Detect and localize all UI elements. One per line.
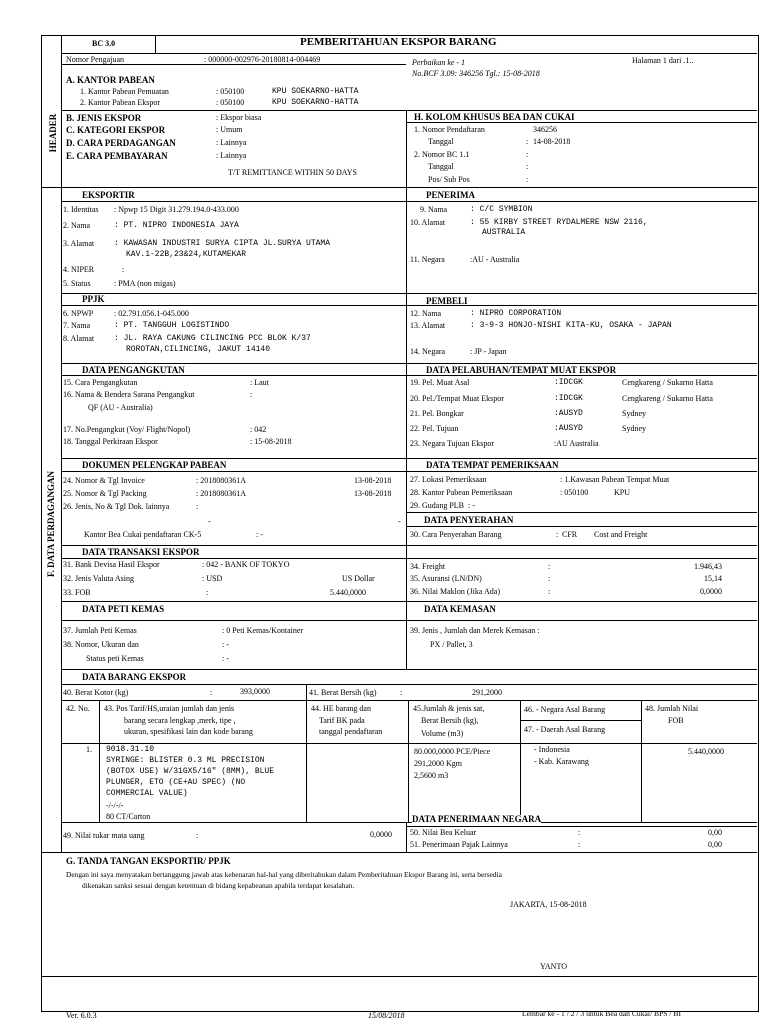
eksportir-title-underline	[61, 201, 757, 202]
barang-title-underline	[61, 684, 757, 685]
ck5-value: : -	[256, 530, 263, 539]
maklon-value: 0,0000	[700, 587, 722, 596]
bank-devisa-value: : 042 - BANK OF TOKYO	[202, 560, 290, 569]
cara-perdagangan-label: D. CARA PERDAGANGAN	[66, 138, 176, 148]
item-number: 1.	[86, 745, 92, 754]
item-net-weight: 291,2000 Kgm	[414, 759, 462, 768]
dokumen-title: DOKUMEN PELENGKAP PABEAN	[82, 460, 227, 470]
col-he-header-3: tanggal pendaftaran	[319, 727, 383, 736]
dok-lainnya-dash1: -	[208, 517, 211, 526]
packing-date: 13-08-2018	[354, 489, 392, 498]
negara-tujuan-label: 23. Negara Tujuan Ekspor	[410, 439, 494, 448]
perbaikan-ke: Perbaikan ke - 1	[412, 58, 466, 67]
ppjk-npwp-label: 6. NPWP	[63, 309, 94, 318]
pel-bongkar-label: 21. Pel. Bongkar	[410, 409, 464, 418]
ppjk-title: PPJK	[82, 294, 105, 304]
penerimaan-title-underline	[406, 826, 757, 827]
nomor-pengajuan-label: Nomor Pengajuan	[66, 55, 124, 64]
eksportir-nama-value: : PT. NIPRO INDONESIA JAYA	[114, 221, 239, 230]
hdr-divider	[61, 110, 757, 111]
pemeriksaan-title: DATA TEMPAT PEMERIKSAAN	[426, 460, 559, 470]
item-desc-line1: SYRINGE: BLISTER 0.3 ML PRECISION	[106, 756, 265, 765]
packing-label: 25. Nomor & Tgl Packing	[63, 489, 147, 498]
lokasi-pemeriksaan-label: 27. Lokasi Pemeriksaan	[410, 475, 487, 484]
pel-bongkar-code: :AUSYD	[554, 409, 583, 418]
sarana-pengangkut-colon: :	[250, 390, 253, 399]
item-col-no	[99, 700, 100, 822]
kurs-label: 49. Nilai tukar mata uang	[63, 831, 145, 840]
ppjk-nama-value: : PT. TANGGUH LOGISTINDO	[114, 321, 230, 330]
pajak-lainnya-label: 51. Penerimaan Pajak Lainnya	[410, 840, 508, 849]
cara-pengangkutan-label: 15. Cara Pengangkutan	[63, 378, 138, 387]
jenis-ekspor-value: : Ekspor biasa	[216, 113, 262, 122]
identitas-label: 1. Identitas	[63, 205, 99, 214]
penyerahan-title: DATA PENYERAHAN	[424, 515, 514, 525]
kantor-pemeriksaan-code: : 050100	[560, 488, 589, 497]
maklon-colon: :	[548, 587, 551, 596]
item-qty: 80.000,0000 PCE/Piece	[414, 747, 491, 756]
item-col-qty	[520, 700, 521, 822]
cara-penyerahan-name: Cost and Freight	[594, 530, 648, 539]
fob-colon: :	[206, 588, 209, 597]
item-desc-line2: (BOTOX USE) W/31GX5/16" (8MM), BLUE	[106, 767, 275, 776]
nomor-underline	[61, 64, 406, 65]
tanggal-bc11-colon: :	[526, 162, 529, 171]
ppjk-top	[61, 293, 757, 294]
berat-kotor-label: 40. Berat Kotor (kg)	[63, 688, 129, 697]
pajak-lainnya-colon: :	[578, 840, 581, 849]
fob-value: 5.440,0000	[330, 588, 366, 597]
sarana-pengangkut-label: 16. Nama & Bendera Sarana Pengangkut	[63, 390, 195, 399]
side-strip-divider	[61, 35, 62, 852]
no-bcf: No.BCF 3.09: 346256 Tgl.: 15-08-2018	[412, 69, 540, 78]
ttd-top	[41, 852, 757, 853]
sarana-pengangkut-value: QF (AU - Australia)	[88, 403, 153, 412]
no-pengangkut-value: : 042	[250, 425, 267, 434]
kantor-pemeriksaan-label: 28. Kantor Pabean Pemeriksaan	[410, 488, 513, 497]
nomor-pengajuan-value: : 000000-002976-20180814-004469	[204, 55, 321, 64]
dokumen-title-underline	[61, 471, 757, 472]
item-col-he	[408, 700, 409, 822]
ttd-name: YANTO	[540, 962, 567, 971]
transaksi-title-underline	[61, 558, 757, 559]
nomor-bc11-label: 2. Nomor BC 1.1	[414, 150, 470, 159]
pengangkutan-title-underline	[61, 375, 757, 376]
col-no-header: 42. No.	[66, 704, 90, 713]
pel-muat-ekspor-code: :IDCGK	[554, 394, 583, 403]
status-peti-value: : -	[222, 654, 229, 663]
freight-value: 1.946,43	[694, 562, 722, 571]
col-qty-header-1: 45.Jumlah & jenis sat,	[413, 704, 485, 713]
berat-bersih-colon: :	[400, 688, 403, 697]
negara-tujuan-value: :AU Australia	[554, 439, 599, 448]
pembeli-negara-value: : JP - Japan	[470, 347, 507, 356]
lokasi-pemeriksaan-value: : 1.Kawasan Pabean Tempat Muat	[560, 475, 670, 484]
col-divider-3	[406, 363, 407, 669]
asuransi-colon: :	[548, 574, 551, 583]
valuta-label: 32. Jenis Valuta Asing	[63, 574, 134, 583]
tanggal-label: Tanggal	[428, 137, 454, 146]
pel-tujuan-code: :AUSYD	[554, 424, 583, 433]
footer-line	[41, 976, 757, 977]
peti-title-underline	[61, 620, 757, 621]
nomor-peti-value: : -	[222, 640, 229, 649]
bea-keluar-value: 0,00	[708, 828, 722, 837]
ttd-statement-2: dikenakan sanksi sesuai dengan ketentuan di bidang kepabeanan apabila terdapat kesalahan.	[82, 881, 355, 890]
ppjk-title-underline	[61, 305, 757, 306]
title-code-divider	[155, 35, 156, 53]
pengangkutan-title: DATA PENGANGKUTAN	[82, 365, 185, 375]
berat-divider	[306, 684, 307, 700]
pel-muat-asal-code: :IDCGK	[554, 378, 583, 387]
pajak-lainnya-value: 0,00	[708, 840, 722, 849]
item-fob: 5.440,0000	[688, 747, 724, 756]
invoice-value: : 2018080361A	[196, 476, 246, 485]
gudang-plb-label: 29. Gudang PLB	[410, 501, 464, 510]
nomor-pendaftaran-label: 1. Nomor Pendaftaran	[414, 125, 485, 134]
peti-top	[61, 601, 757, 602]
kantor-ekspor-name: KPU SOEKARNO-HATTA	[272, 98, 359, 107]
pel-tujuan-label: 22. Pel. Tujuan	[410, 424, 459, 433]
cara-penyerahan-colon: :	[556, 530, 559, 539]
cara-perdagangan-value: : Lainnya	[216, 138, 247, 147]
eksportir-alamat-line2: KAV.1-22B,23&24,KUTAMEKAR	[126, 250, 247, 259]
pembeli-alamat-value: : 3-9-3 HONJO-NISHI KITA-KU, OSAKA - JAPAN	[470, 321, 672, 330]
peti-title: DATA PETI KEMAS	[82, 604, 165, 614]
col-desc-header-1: 43. Pos Tarif/HS,uraian jumlah dan jenis	[104, 704, 235, 713]
title-underline	[61, 53, 757, 54]
pelabuhan-title: DATA PELABUHAN/TEMPAT MUAT EKSPOR	[426, 365, 617, 375]
kantor-ekspor-label: 2. Kantor Pabean Ekspor	[80, 98, 160, 107]
penerima-negara-label: 11. Negara	[410, 255, 445, 264]
penyerahan-title-underline	[406, 526, 757, 527]
berat-bersih-label: 41. Berat Bersih (kg)	[309, 688, 377, 697]
fob-label: 33. FOB	[63, 588, 91, 597]
header-bottom	[41, 187, 757, 188]
identitas-value: : Npwp 15 Digit 31.279.194.0-433.000	[114, 205, 239, 214]
pel-tujuan-name: Sydney	[622, 424, 646, 433]
tanggal-colon: :	[526, 137, 529, 146]
footer-lembar: Lembar ke - 1 / 2 / 3 untuk Bea dan Cukai/ BPS / BI	[522, 1009, 682, 1018]
pos-subpos-label: Pos/ Sub Pos	[428, 175, 470, 184]
valuta-name: US Dollar	[342, 574, 375, 583]
ppjk-npwp-value: : 02.791.056.1-045.000	[114, 309, 189, 318]
pos-subpos-colon: :	[526, 175, 529, 184]
col-divider-1	[406, 187, 407, 293]
footer-version: Ver. 6.0.3	[66, 1011, 97, 1020]
cara-pengangkutan-value: : Laut	[250, 378, 269, 387]
col-desc-header-2: barang secara lengkap ,merk, tipe ,	[124, 716, 236, 725]
item-col-desc	[306, 700, 307, 822]
col-fob-header-2: FOB	[668, 716, 684, 725]
kategori-ekspor-label: C. KATEGORI EKSPOR	[66, 125, 166, 135]
item-header-underline	[61, 743, 757, 744]
asuransi-label: 35. Asuransi (LN/DN)	[410, 574, 482, 583]
berat-underline	[61, 700, 757, 701]
item-desc-line5: -/-/-/-	[106, 801, 124, 810]
col-he-header-1: 44. HE barang dan	[311, 704, 371, 713]
penerima-nama-label: 9. Nama	[420, 205, 448, 214]
pel-muat-ekspor-label: 20. Pel./Tempat Muat Ekspor	[410, 394, 504, 403]
valuta-value: : USD	[202, 574, 223, 583]
pembeli-alamat-label: 13. Alamat	[410, 321, 446, 330]
penerima-title: PENERIMA	[426, 190, 475, 200]
tanggal-bc11-label: Tanggal	[428, 162, 454, 171]
col-daerah-asal-header: 47. - Daerah Asal Barang	[524, 725, 606, 734]
ppjk-alamat-line2: ROROTAN,CILINCING, JAKUT 14140	[126, 345, 271, 354]
dok-lainnya-label: 26. Jenis, No & Tgl Dok. lainnya	[63, 502, 170, 511]
page-title: PEMBERITAHUAN EKSPOR BARANG	[300, 36, 497, 48]
kemasan-label: 39. Jenis , Jumlah dan Merek Kemasan :	[410, 626, 540, 635]
origin-split	[520, 720, 641, 721]
kurs-colon: :	[196, 831, 199, 840]
nomor-peti-label: 38. Nomor, Ukuran dan	[63, 640, 139, 649]
ppjk-alamat-label: 8. Alamat	[63, 334, 95, 343]
penerima-alamat-label: 10. Alamat	[410, 218, 446, 227]
pel-muat-asal-name: Cengkareng / Sukarno Hatta	[622, 378, 713, 387]
bea-keluar-label: 50. Nilai Bea Keluar	[410, 828, 477, 837]
jumlah-peti-label: 37. Jumlah Peti Kemas	[63, 626, 137, 635]
invoice-label: 24. Nomor & Tgl Invoice	[63, 476, 145, 485]
doc-code: BC 3.0	[92, 39, 116, 48]
nomor-bc11-colon: :	[526, 150, 529, 159]
footer-date: 15/08/2018	[368, 1011, 405, 1020]
eksportir-nama-label: 2. Nama	[63, 221, 91, 230]
item-desc-line3: PLUNGER, ETO (CE+AU SPEC) (NO	[106, 778, 246, 787]
kemasan-value: PX / Pallet, 3	[430, 640, 473, 649]
col-desc-header-3: ukuran, spesifikasi lain dan kode barang	[124, 727, 253, 736]
col-divider-2	[406, 293, 407, 363]
kemasan-title: DATA KEMASAN	[424, 604, 496, 614]
freight-label: 34. Freight	[410, 562, 446, 571]
jenis-ekspor-label: B. JENIS EKSPOR	[66, 113, 142, 123]
kurs-divider	[406, 822, 407, 852]
eksportir-alamat-label: 3. Alamat	[63, 239, 95, 248]
pengangkutan-top	[61, 363, 757, 364]
jumlah-peti-value: : 0 Peti Kemas/Kontainer	[222, 626, 304, 635]
pembeli-nama-value: : NIPRO CORPORATION	[470, 309, 562, 318]
niper-value: :	[122, 265, 125, 274]
penerima-alamat-line1: : 55 KIRBY STREET RYDALMERE NSW 2116,	[470, 218, 648, 227]
item-desc-line6: 80 CT/Carton	[106, 812, 151, 821]
dokumen-top	[61, 458, 757, 459]
ppjk-alamat-line1: : JL. RAYA CAKUNG CILINCING PCC BLOK K/37	[114, 334, 311, 343]
transaksi-top	[61, 545, 757, 546]
nomor-pendaftaran-value: 346256	[533, 125, 557, 134]
penerima-alamat-line2: AUSTRALIA	[482, 228, 526, 237]
col-qty-header-3: Volume (m3)	[421, 729, 464, 738]
ck5-label: Kantor Bea Cukai pendaftaran CK-5	[84, 530, 202, 539]
remittance-note: T/T REMITTANCE WITHIN 50 DAYS	[228, 168, 357, 177]
kolom-khusus-title: H. KOLOM KHUSUS BEA DAN CUKAI	[414, 112, 575, 122]
item-hs-code: 9018.31.10	[106, 745, 155, 754]
bank-devisa-label: 31. Bank Devisa Hasil Ekspor	[63, 560, 160, 569]
item-volume: 2,5600 m3	[414, 771, 449, 780]
tanggal-perkiraan-value: : 15-08-2018	[250, 437, 292, 446]
penerimaan-title: DATA PENERIMAAN NEGARA	[412, 814, 542, 824]
kantor-pemuatan-name: KPU SOEKARNO-HATTA	[272, 87, 359, 96]
asuransi-value: 15,14	[704, 574, 722, 583]
kantor-pemeriksaan-name: KPU	[614, 488, 631, 497]
no-pengangkut-label: 17. No.Pengangkut (Voy/ Flight/Nopol)	[63, 425, 191, 434]
dok-lainnya-dash2: -	[398, 517, 401, 526]
cara-penyerahan-code: CFR	[562, 530, 578, 539]
niper-label: 4. NIPER	[63, 265, 95, 274]
col-he-header-2: Tarif BK pada	[319, 716, 365, 725]
maklon-label: 36. Nilai Maklon (Jika Ada)	[410, 587, 500, 596]
pembeli-title: PEMBELI	[426, 296, 468, 306]
berat-kotor-value: 393,0000	[240, 687, 270, 696]
halaman: Halaman 1 dari .1..	[632, 56, 694, 65]
col-qty-header-2: Berat Bersih (kg),	[421, 716, 479, 725]
packing-value: : 2018080361A	[196, 489, 246, 498]
dok-lainnya-colon: :	[196, 502, 199, 511]
status-label: 5. Status	[63, 279, 91, 288]
pel-muat-ekspor-name: Cengkareng / Sukarno Hatta	[622, 394, 713, 403]
kategori-ekspor-value: : Umum	[216, 125, 243, 134]
bea-keluar-colon: :	[578, 828, 581, 837]
ttd-place-date: JAKARTA, 15-08-2018	[510, 900, 587, 909]
freight-colon: :	[548, 562, 551, 571]
cara-pembayaran-value: : Lainnya	[216, 151, 247, 160]
item-col-origin	[641, 700, 642, 822]
barang-title: DATA BARANG EKSPOR	[82, 672, 187, 682]
kurs-value: 0,0000	[370, 830, 392, 839]
pembeli-negara-label: 14. Negara	[410, 347, 446, 356]
barang-top	[61, 669, 757, 670]
kantor-pemuatan-label: 1. Kantor Pabean Pemuatan	[80, 87, 169, 96]
eksportir-alamat-line1: : KAWASAN INDUSTRI SURYA CIPTA JL.SURYA UTAMA	[114, 239, 331, 248]
status-peti-label: Status peti Kemas	[86, 654, 144, 663]
cara-pembayaran-label: E. CARA PEMBAYARAN	[66, 151, 168, 161]
col-negara-asal-header: 46. - Negara Asal Barang	[524, 705, 606, 714]
col-fob-header-1: 48. Jumlah Nilai	[645, 704, 699, 713]
ttd-title: G. TANDA TANGAN EKSPORTIR/ PPJK	[66, 856, 231, 866]
penerima-negara-value: :AU - Australia	[470, 255, 520, 264]
item-bottom	[61, 822, 407, 823]
gudang-plb-value: : -	[468, 501, 475, 510]
berat-bersih-value: 291,2000	[472, 688, 502, 697]
invoice-date: 13-08-2018	[354, 476, 392, 485]
pel-bongkar-name: Sydney	[622, 409, 646, 418]
item-daerah-asal: - Kab. Karawang	[534, 757, 589, 766]
berat-kotor-colon: :	[210, 688, 213, 697]
kantor-pabean-title: A. KANTOR PABEAN	[66, 75, 155, 85]
cara-penyerahan-label: 30. Cara Penyerahan Barang	[410, 530, 502, 539]
eksportir-title: EKSPORTIR	[82, 190, 135, 200]
side-label-data-perdagangan: F. DATA PERDAGANGAN	[46, 470, 56, 578]
ttd-statement-1: Dengan ini saya menyatakan bertanggung jawab atas kebenaran hal-hal yang diberitahukan dalam Pemberitahuan Ekspor Barang ini, serta bersedia	[66, 870, 502, 879]
ppjk-nama-label: 7. Nama	[63, 321, 91, 330]
h-title-underline	[406, 122, 757, 123]
status-value: : PMA (non migas)	[114, 279, 176, 288]
item-negara-asal: - Indonesia	[534, 745, 570, 754]
pembeli-nama-label: 12. Nama	[410, 309, 442, 318]
penyerahan-top	[406, 512, 757, 513]
pel-muat-asal-label: 19. Pel. Muat Asal	[410, 378, 470, 387]
transaksi-title: DATA TRANSAKSI EKSPOR	[82, 547, 200, 557]
tanggal-value: 14-08-2018	[533, 137, 571, 146]
kantor-pemuatan-code: : 050100	[216, 87, 245, 96]
item-desc-line4: COMMERCIAL VALUE)	[106, 789, 188, 798]
side-label-header: HEADER	[48, 113, 58, 153]
kantor-ekspor-code: : 050100	[216, 98, 245, 107]
penerima-nama-value: : C/C SYMBION	[470, 205, 533, 214]
tanggal-perkiraan-label: 18. Tanggal Perkiraan Ekspor	[63, 437, 158, 446]
